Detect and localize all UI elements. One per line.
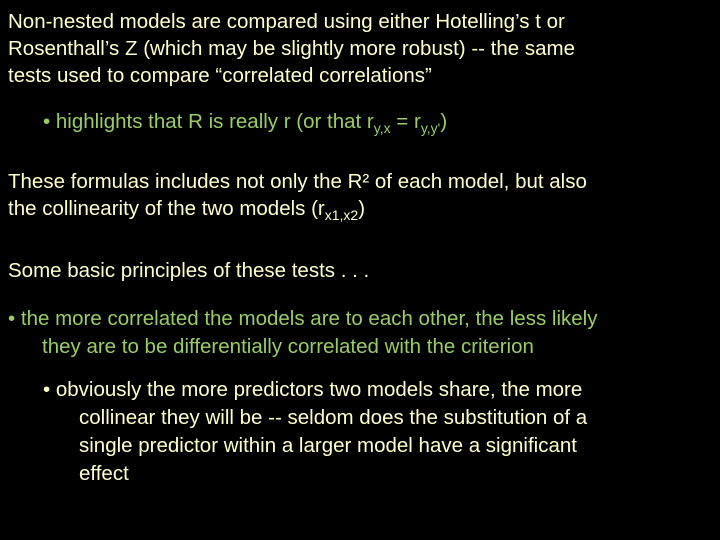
- text-line: [8, 195, 712, 222]
- text-line: effect: [79, 462, 129, 485]
- subscript: x1,x2: [324, 207, 359, 223]
- paragraph-text: the collinearity of the two models (r: [8, 197, 325, 220]
- text-line: single predictor within a larger model have a significant: [79, 434, 577, 457]
- bullet-obviously-more-predictors: [43, 376, 713, 488]
- paragraph-basic-principles: [8, 257, 712, 284]
- paragraph-non-nested-models: [8, 8, 712, 89]
- paragraph-formulas-collinearity: [8, 168, 712, 222]
- bullet-text: • highlights that R is really r (or that r: [43, 110, 374, 133]
- bullet-text: ): [440, 110, 448, 133]
- text-line: Non-nested models are compared using either Hotelling’s t or: [8, 10, 565, 33]
- text-line: Some basic principles of these tests . . .: [8, 259, 370, 282]
- subscript: y,x: [373, 120, 391, 136]
- text-line: Rosenthall’s Z (which may be slightly more robust) -- the same: [8, 37, 575, 60]
- bullet-more-correlated: [8, 305, 708, 361]
- subscript: y,y': [420, 120, 441, 136]
- bullet-text: = r: [390, 110, 421, 133]
- text-line: • obviously the more predictors two models share, the more: [43, 378, 583, 401]
- text-line: [43, 108, 713, 135]
- bullet-highlights-r: [43, 108, 713, 135]
- paragraph-text: ): [358, 197, 366, 220]
- text-line: These formulas includes not only the R² of each model, but also: [8, 170, 587, 193]
- text-line: collinear they will be -- seldom does the substitution of a: [79, 406, 588, 429]
- text-line: tests used to compare “correlated correlations”: [8, 64, 432, 87]
- text-line: they are to be differentially correlated with the criterion: [42, 335, 534, 358]
- text-line: • the more correlated the models are to each other, the less likely: [8, 307, 598, 330]
